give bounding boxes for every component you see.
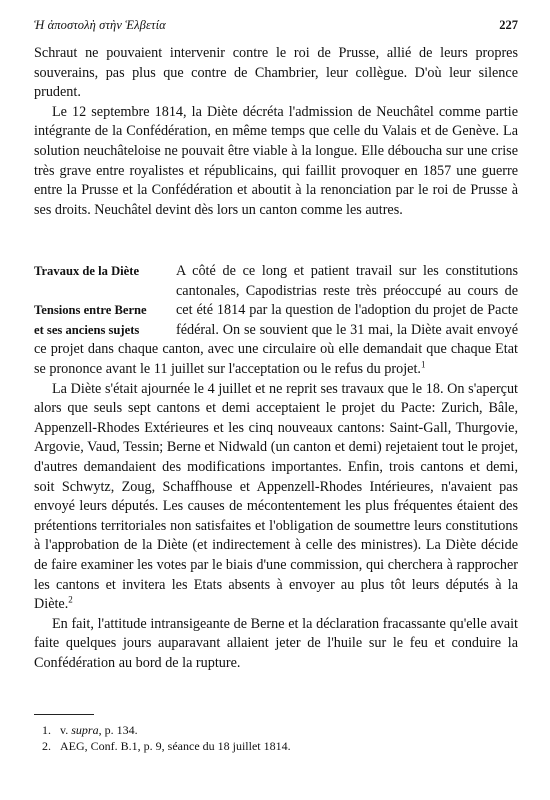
footnote-prefix: AEG, Conf. B.1, p. 9, séance du 18 juillet 1814. — [60, 739, 291, 753]
footnote-ref-1[interactable]: 1 — [420, 359, 426, 370]
footnote-number: 1. — [42, 723, 51, 737]
footnote-number: 2. — [42, 739, 51, 753]
footnote-ref-2[interactable]: 2 — [68, 594, 73, 605]
paragraph-berne: En fait, l'attitude intransigeante de Berne et la déclaration fracassante qu'elle avait faite quelques jours auparavant allaient jeter de l'huile sur le feu et conduire la Confédération au bord de la rupture. — [34, 615, 518, 671]
footnote-2 — [42, 738, 291, 754]
sidenote-tensions-line2: et ses anciens sujets — [34, 322, 140, 337]
paragraph-pacte-text: A côté de ce long et patient travail sur les constitutions cantonales, Capodistrias reste très préoccupé au cours de cet été 1814 par la question de l'adoption du projet de Pacte fédéral. On se souvient que le 31 mai, la Diète avait envoyé ce projet dans chaque canton, avec une circulaire où elle demandait que chaque Etat se prononce avant le 11 juillet sur l'acceptation ou le refus du projet. — [34, 263, 518, 377]
sidenote-travaux: Travaux de la Diète — [34, 264, 140, 278]
footnote-prefix: v. — [60, 723, 72, 737]
section-travaux-diete — [34, 262, 518, 673]
page-header — [34, 18, 518, 38]
footnote-suffix: , p. 134. — [98, 723, 138, 737]
sidenote-tensions-line1: Tensions entre Berne — [34, 303, 147, 318]
margin-headings — [34, 262, 176, 340]
book-page — [34, 0, 518, 800]
paragraph-continuation: Schraut ne pouvaient intervenir contre le roi de Prusse, allié de leurs propres souverains, pas plus que contre de Chambrier, leur collègue. D'où leur silence prudent. — [34, 45, 518, 101]
paragraph-diete-ajournee — [34, 380, 518, 615]
footnote-1 — [42, 722, 291, 738]
footnote-rule — [34, 714, 94, 715]
footnote-italic: supra — [71, 723, 99, 737]
footnotes — [42, 722, 291, 754]
body-text — [34, 44, 518, 220]
paragraph-neuchatel: Le 12 septembre 1814, la Diète décréta l'admission de Neuchâtel comme partie intégrante de la Confédération, en même temps que celle du Valais et de Genève. La solution neuchâteloise ne pouvait être viable à la longue. Elle déboucha sur une crise très grave entre royalistes et républicains, qui faillit provoquer en 1857 une guerre entre la Prusse et la Confédération et aboutit à la renonciation par le roi de Prusse à ses droits. Neuchâtel devint dès lors un canton comme les autres. — [34, 103, 518, 218]
paragraph-diete-text: La Diète s'était ajournée le 4 juillet et ne reprit ses travaux que le 18. On s'aperçut alors que seuls sept cantons et demi acceptaient le projet du Pacte: Zurich, Bâle, Appenzell-Rhodes Extérieures et les cinq nouveaux cantons: Saint-Gall, Thurgovie, Argovie, Vaud, Tessin; Berne et Nidwald (un canton et demi) rejetaient tout le projet, d'autres demandaient des modifications importantes. Enfin, trois cantons et demi, soit Schwytz, Zoug, Schaffhouse et Appenzell-Rhodes Intérieures, n'avaient pas envoyé leurs députés. Les causes de mécontentement les plus fréquentes étaient des prétentions territoriales non satisfaites et l'obligation de soumettre leurs constitutions à l'approbation de la Diète (et indirectement à celle des ministres). La Diète décide de faire examiner les votes par le biais d'une commission, qui cherchera à rapprocher les cantons et invitera les Etats absents à envoyer au plus tôt leurs députés à la Diète. — [34, 380, 518, 613]
running-head: Ἡ ἀποστολὴ στὴν Ἑλβετία — [34, 18, 166, 32]
page-number: 227 — [499, 18, 518, 32]
